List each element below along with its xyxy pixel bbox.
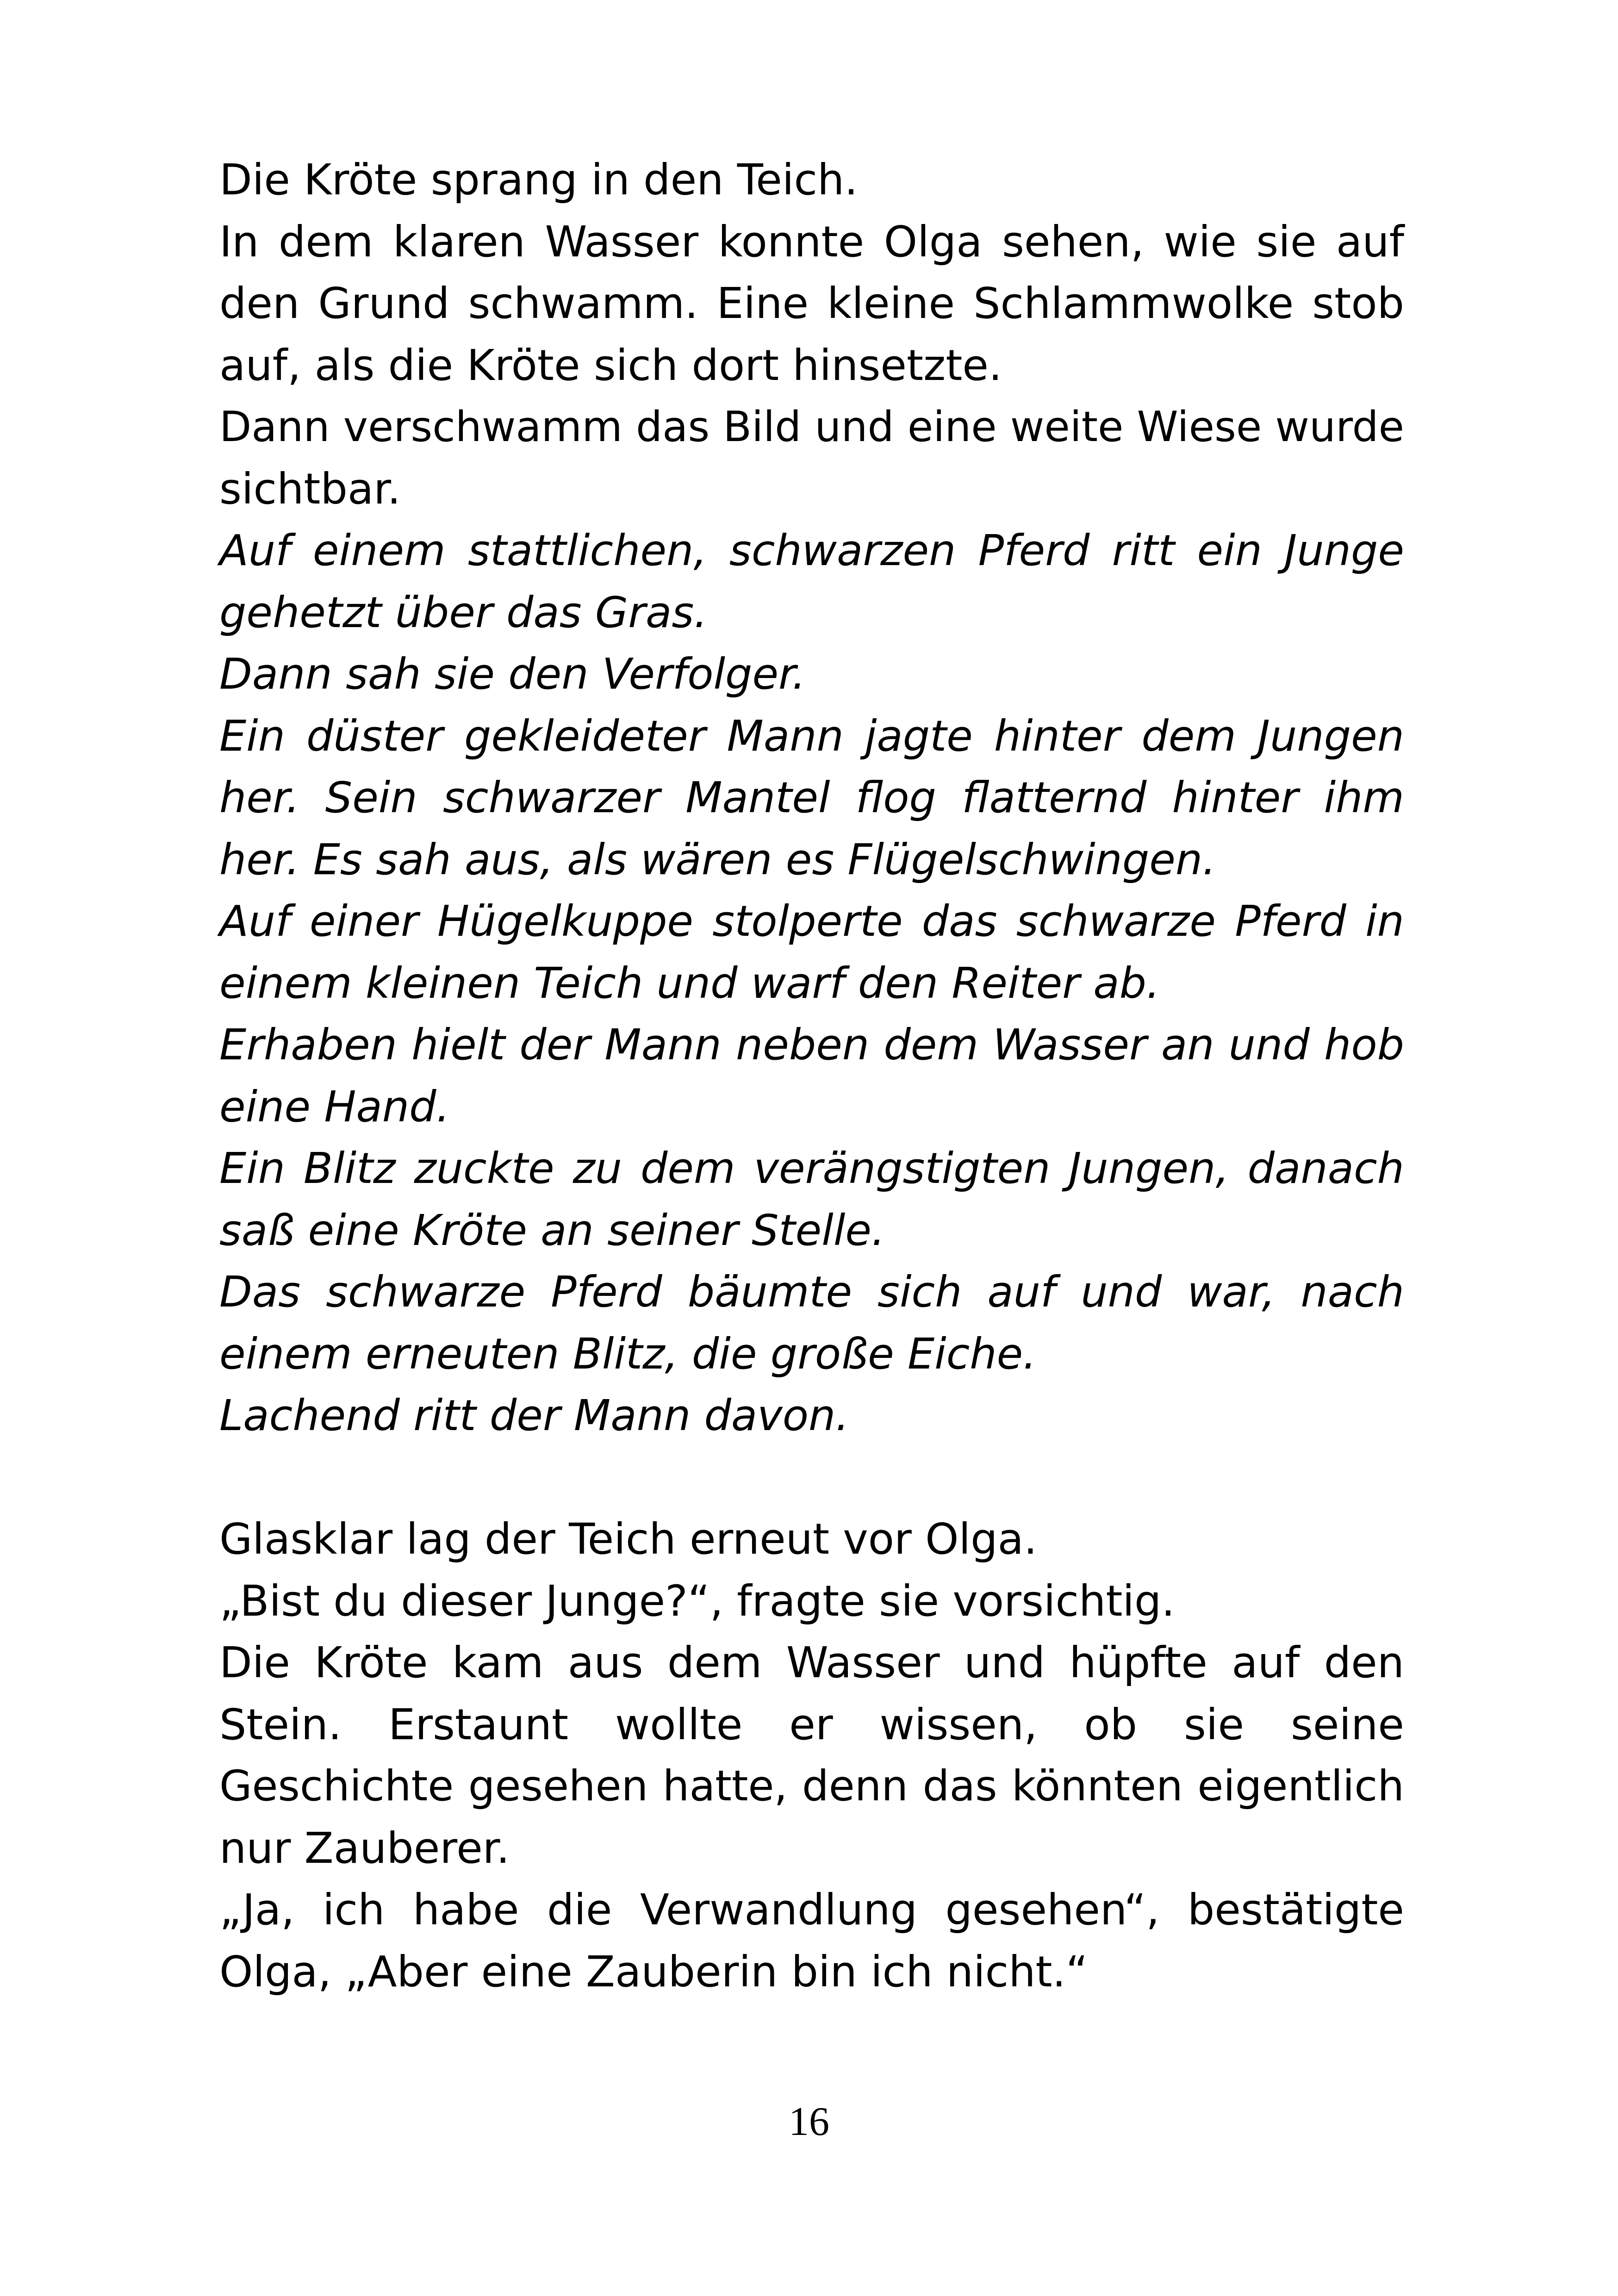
paragraph — [219, 1385, 1404, 1447]
paragraph — [219, 211, 1404, 397]
text-line: eine Hand. — [219, 1082, 450, 1132]
paragraph — [219, 1570, 1404, 1632]
text-line: einem kleinen Teich und warf den Reiter ab. — [219, 958, 1160, 1008]
paragraph-gap — [219, 1447, 1404, 1509]
text-line: Dann verschwamm das Bild und eine weite Wiese wurde — [219, 403, 1404, 451]
story-text — [219, 149, 1404, 2003]
paragraph — [219, 643, 1404, 705]
paragraph — [219, 1014, 1404, 1138]
page-number: 16 — [789, 2099, 829, 2144]
paragraph — [219, 149, 1404, 211]
text-line: Stein. Erstaunt wollte er wissen, ob sie seine — [219, 1699, 1404, 1749]
text-line: Das schwarze Pferd bäumte sich auf und war, nach — [219, 1267, 1404, 1317]
text-line: Glasklar lag der Teich erneut vor Olga. — [219, 1514, 1038, 1564]
text-line: saß eine Kröte an seiner Stelle. — [219, 1205, 885, 1255]
text-line: sichtbar. — [219, 464, 401, 514]
text-line: Ein düster gekleideter Mann jagte hinter dem Jungen — [219, 711, 1404, 761]
paragraph — [219, 1138, 1404, 1261]
text-line: Auf einer Hügelkuppe stolperte das schwarze Pferd in — [219, 896, 1404, 946]
text-line: „Ja, ich habe die Verwandlung gesehen“, bestätigte — [219, 1885, 1404, 1935]
text-line: her. Sein schwarzer Mantel flog flatternd hinter ihm — [219, 773, 1404, 822]
text-line: Die Kröte kam aus dem Wasser und hüpfte auf den — [219, 1638, 1404, 1687]
text-line: den Grund schwamm. Eine kleine Schlammwolke stob — [219, 279, 1404, 328]
paragraph — [219, 1879, 1404, 2003]
text-line: gehetzt über das Gras. — [219, 587, 708, 637]
paragraph — [219, 890, 1404, 1014]
text-line: Auf einem stattlichen, schwarzen Pferd ritt ein Junge — [219, 526, 1404, 575]
paragraph — [219, 1508, 1404, 1570]
paragraph — [219, 396, 1404, 520]
text-line: Dann sah sie den Verfolger. — [219, 649, 806, 699]
paragraph — [219, 1261, 1404, 1385]
text-line: auf, als die Kröte sich dort hinsetzte. — [219, 340, 1002, 390]
text-line: „Bist du dieser Junge?“, fragte sie vorsichtig. — [219, 1576, 1175, 1626]
paragraph — [219, 705, 1404, 891]
text-line: her. Es sah aus, als wären es Flügelschwingen. — [219, 834, 1216, 884]
text-line: Lachend ritt der Mann davon. — [219, 1391, 849, 1440]
paragraph — [219, 1632, 1404, 1879]
text-line: Olga, „Aber eine Zauberin bin ich nicht.“ — [219, 1947, 1088, 1997]
text-line: Erhaben hielt der Mann neben dem Wasser an und hob — [219, 1020, 1404, 1070]
paragraph — [219, 520, 1404, 643]
text-line: Geschichte gesehen hatte, denn das könnten eigentlich — [219, 1762, 1404, 1811]
text-line: nur Zauberer. — [219, 1823, 510, 1873]
text-line: einem erneuten Blitz, die große Eiche. — [219, 1329, 1037, 1379]
text-line: In dem klaren Wasser konnte Olga sehen, wie sie auf — [219, 217, 1404, 267]
text-line: Die Kröte sprang in den Teich. — [219, 155, 858, 205]
text-line: Ein Blitz zuckte zu dem verängstigten Jungen, danach — [219, 1144, 1404, 1193]
